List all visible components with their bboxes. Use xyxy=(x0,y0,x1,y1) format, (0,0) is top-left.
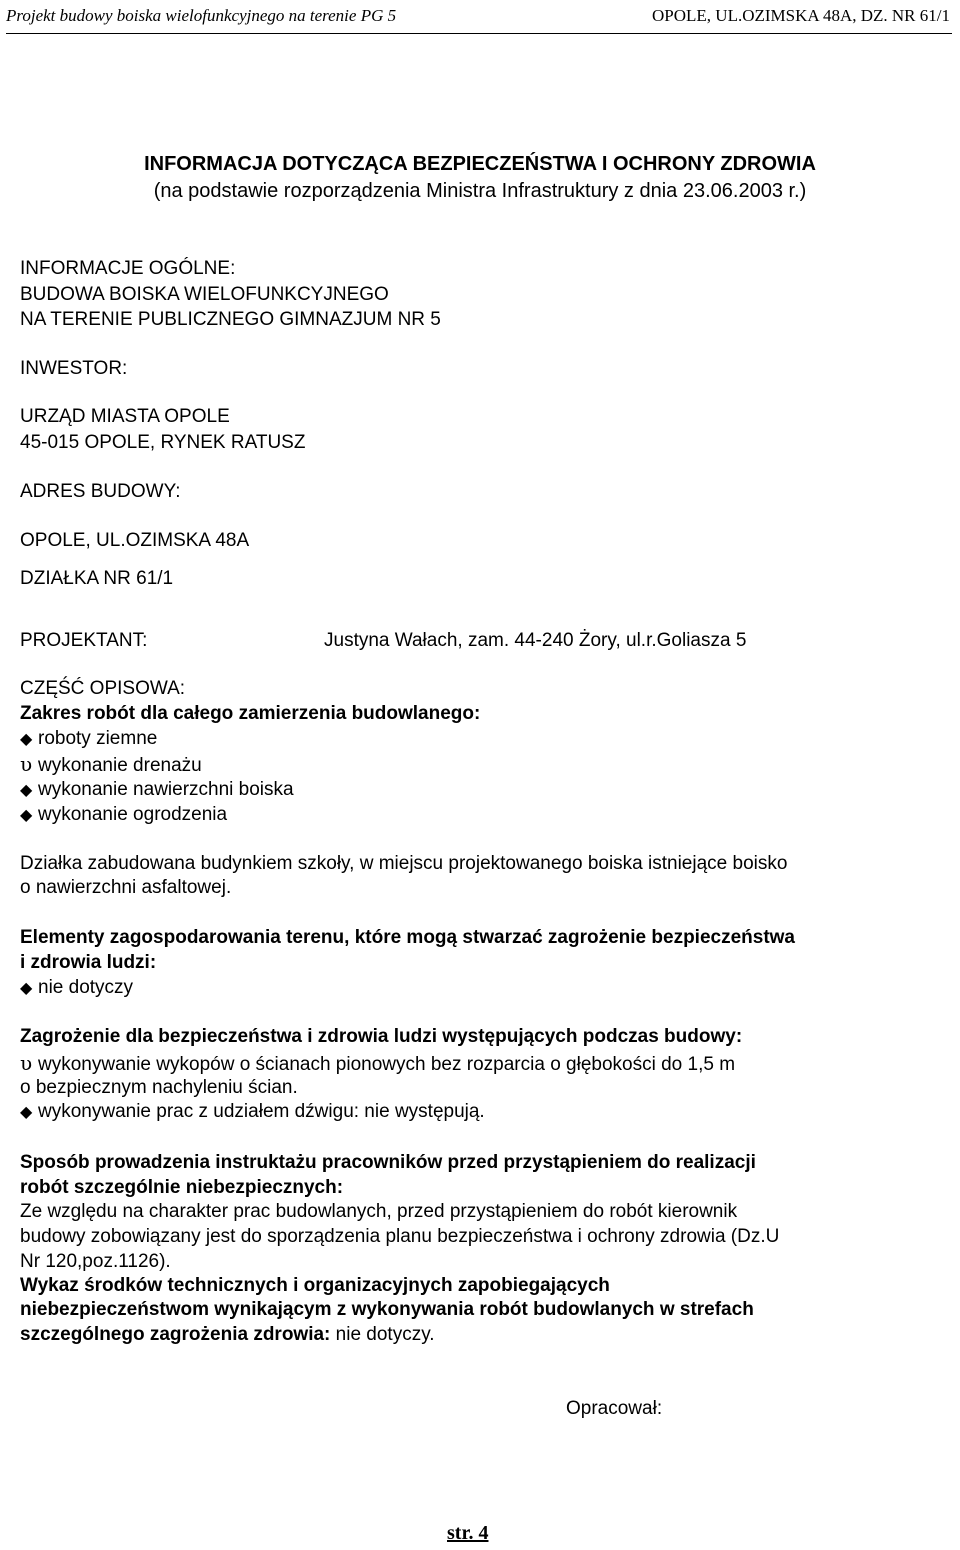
instruction-text-line-2: budowy zobowiązany jest do sporządzenia planu bezpieczeństwa i ochrony zdrowia (Dz.U xyxy=(20,1226,780,1247)
instruction-text-line-3: Nr 120,poz.1126). xyxy=(20,1251,171,1272)
diamond-bullet-icon: ◆ xyxy=(20,782,33,799)
scope-item xyxy=(20,727,157,752)
measures-heading-line-2: niebezpieczeństwom wynikającym z wykonywania robót budowlanych w strefach xyxy=(20,1299,754,1320)
investor-address: 45-015 OPOLE, RYNEK RATUSZ xyxy=(20,432,306,453)
plot-description-line-1: Działka zabudowana budynkiem szkoły, w miejscu projektowanego boiska istniejące boisko xyxy=(20,853,788,874)
upsilon-bullet-icon: υ xyxy=(20,1051,33,1075)
measures-value: nie dotyczy. xyxy=(330,1324,435,1345)
general-info-line-2: NA TERENIE PUBLICZNEGO GIMNAZJUM NR 5 xyxy=(20,309,441,330)
document-title: INFORMACJA DOTYCZĄCA BEZPIECZEŃSTWA I OCHRONY ZDROWIA xyxy=(144,153,816,175)
scope-item xyxy=(20,803,227,828)
hazard-item-continuation: o bezpiecznym nachyleniu ścian. xyxy=(20,1077,298,1098)
site-plot-number: DZIAŁKA NR 61/1 xyxy=(20,568,174,589)
scope-item-text: wykonanie drenażu xyxy=(38,755,202,776)
measures-heading-line-1: Wykaz środków technicznych i organizacyjnych zapobiegających xyxy=(20,1275,610,1296)
hazard-item xyxy=(20,1051,735,1077)
diamond-bullet-icon: ◆ xyxy=(20,807,33,824)
scope-item-text: wykonanie nawierzchni boiska xyxy=(38,779,294,800)
plot-description-line-2: o nawierzchni asfaltowej. xyxy=(20,877,232,898)
investor-name: URZĄD MIASTA OPOLE xyxy=(20,406,230,427)
diamond-bullet-icon: ◆ xyxy=(20,1104,33,1121)
site-address-label: ADRES BUDOWY: xyxy=(20,481,181,502)
upsilon-bullet-icon: υ xyxy=(20,752,33,776)
scope-item xyxy=(20,778,294,803)
header-project-title: Projekt budowy boiska wielofunkcyjnego na terenie PG 5 xyxy=(6,6,397,25)
elements-heading-line-2: i zdrowia ludzi: xyxy=(20,952,157,973)
measures-heading-line-3 xyxy=(20,1323,435,1347)
prepared-by-label: Opracował: xyxy=(566,1398,663,1419)
general-info-label: INFORMACJE OGÓLNE: xyxy=(20,258,236,279)
page-number: str. 4 xyxy=(447,1522,489,1544)
elements-item xyxy=(20,976,133,1001)
descriptive-label: CZĘŚĆ OPISOWA: xyxy=(20,678,186,699)
instruction-text-line-1: Ze względu na charakter prac budowlanych, przed przystąpieniem do robót kierownik xyxy=(20,1201,738,1222)
site-address-street: OPOLE, UL.OZIMSKA 48A xyxy=(20,530,250,551)
elements-item-text: nie dotyczy xyxy=(38,977,134,998)
hazard-item xyxy=(20,1100,485,1125)
hazards-heading: Zagrożenie dla bezpieczeństwa i zdrowia ludzi występujących podczas budowy: xyxy=(20,1026,743,1047)
scope-heading: Zakres robót dla całego zamierzenia budowlanego: xyxy=(20,703,481,724)
instruction-heading-line-1: Sposób prowadzenia instruktażu pracowników przed przystąpieniem do realizacji xyxy=(20,1152,756,1173)
page-header xyxy=(0,0,960,34)
hazard-item-text: wykonywanie wykopów o ścianach pionowych bez rozparcia o głębokości do 1,5 m xyxy=(38,1054,736,1075)
header-address: OPOLE, UL.OZIMSKA 48A, DZ. NR 61/1 xyxy=(652,6,950,25)
investor-label: INWESTOR: xyxy=(20,358,128,379)
scope-item-text: wykonanie ogrodzenia xyxy=(38,804,228,825)
designer-label: PROJEKTANT: xyxy=(20,630,148,651)
designer-row xyxy=(20,629,940,653)
document-subtitle: (na podstawie rozporządzenia Ministra Infrastruktury z dnia 23.06.2003 r.) xyxy=(153,180,807,202)
hazard-item-text: wykonywanie prac z udziałem dźwigu: nie występują. xyxy=(38,1101,485,1122)
designer-value: Justyna Wałach, zam. 44-240 Żory, ul.r.Goliasza 5 xyxy=(324,630,747,651)
general-info-line-1: BUDOWA BOISKA WIELOFUNKCYJNEGO xyxy=(20,284,389,305)
scope-item-text: roboty ziemne xyxy=(38,728,158,749)
measures-heading-text: szczególnego zagrożenia zdrowia: xyxy=(20,1324,331,1345)
instruction-heading-line-2: robót szczególnie niebezpiecznych: xyxy=(20,1177,344,1198)
header-rule xyxy=(6,33,952,34)
scope-item xyxy=(20,752,202,778)
diamond-bullet-icon: ◆ xyxy=(20,980,33,997)
elements-heading-line-1: Elementy zagospodarowania terenu, które mogą stwarzać zagrożenie bezpieczeństwa xyxy=(20,927,796,948)
diamond-bullet-icon: ◆ xyxy=(20,731,33,748)
